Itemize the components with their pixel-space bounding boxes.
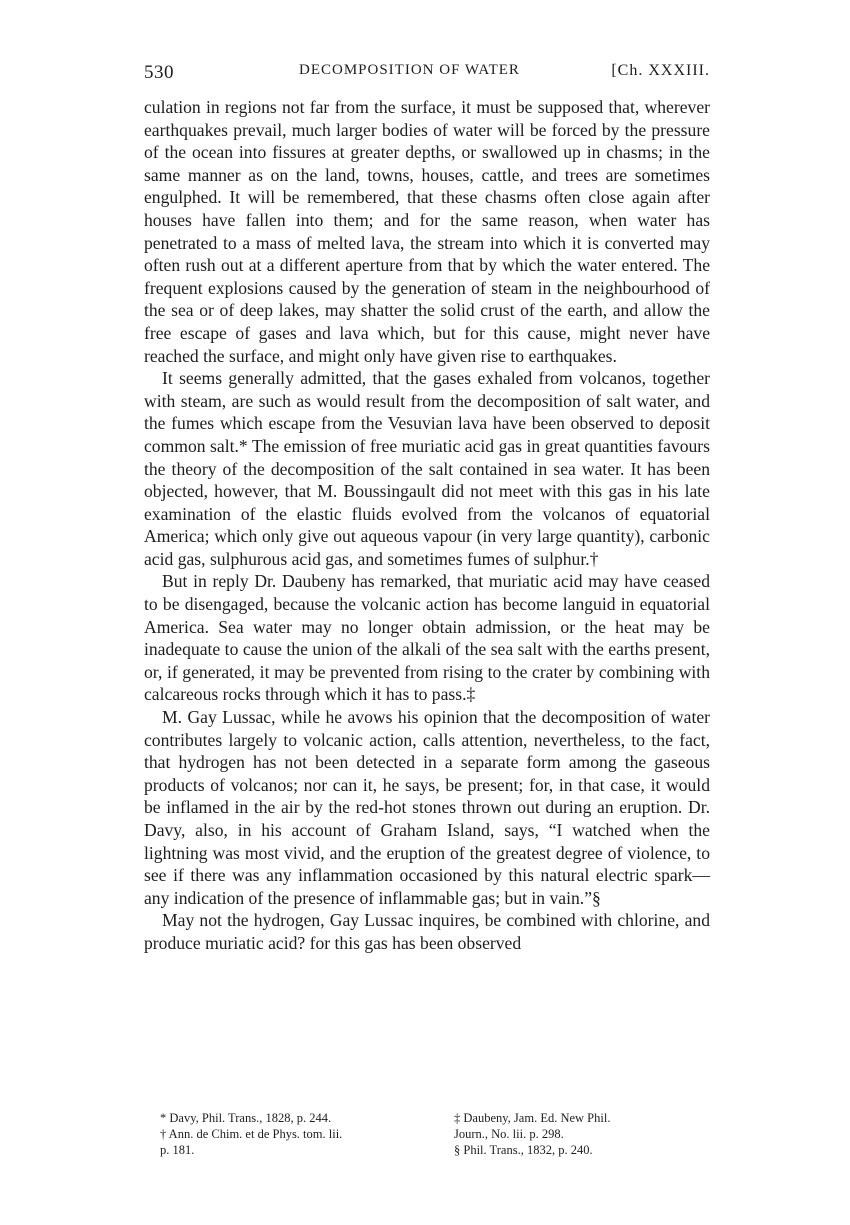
footnotes-right-column <box>454 1110 714 1158</box>
footnote-line: † Ann. de Chim. et de Phys. tom. lii. <box>160 1127 343 1141</box>
footnote-line: § Phil. Trans., 1832, p. 240. <box>454 1143 593 1157</box>
footnote-line: Journ., No. lii. p. 298. <box>454 1127 564 1141</box>
paragraph: M. Gay Lussac, while he avows his opinion that the decomposition of water contributes largely to volcanic action, calls attention, nevertheless, to the fact, that hydrogen has not been detected in a separate form among the gaseous products of volcanos; nor can it, he says, be present; for, in that case, it would be inflamed in the air by the red-hot stones thrown out during an eruption. Dr. Davy, also, in his account of Graham Island, says, “I watched when the lightning was most vivid, and the eruption of the greatest degree of violence, to see if there was any inflammation occasioned by this natural electric spark—any indication of the presence of inflammable gas; but in vain.”§ <box>144 707 710 908</box>
paragraph: But in reply Dr. Daubeny has remarked, that muriatic acid may have ceased to be disengaged, because the volcanic action has become languid in equatorial America. Sea water may no longer obtain admission, or the heat may be inadequate to cause the union of the alkali of the sea salt with the earths present, or, if generated, it may be prevented from rising to the crater by combining with calcareous rocks through which it has to pass.‡ <box>144 571 710 705</box>
running-header <box>144 62 710 96</box>
paragraph: culation in regions not far from the surface, it must be supposed that, wherever earthquakes prevail, much larger bodies of water will be forced by the pressure of the ocean into fissures at greater depths, or swallowed up in chasms; in the same manner as on the land, towns, houses, cattle, and trees are sometimes engulphed. It will be remembered, that these chasms often close again after houses have fallen into them; and for the same reason, when water has penetrated to a mass of melted lava, the stream into which it is converted may often rush out at a different aperture from that by which the water entered. The frequent explosions caused by the generation of steam in the neighbourhood of the sea or of deep lakes, may shatter the solid crust of the earth, and allow the free escape of gases and lava which, but for this cause, might never have reached the surface, and might only have given rise to earthquakes. <box>144 97 710 366</box>
running-title: DECOMPOSITION OF WATER <box>299 62 520 78</box>
footnote-line: p. 181. <box>160 1143 195 1157</box>
footnote-line: ‡ Daubeny, Jam. Ed. New Phil. <box>454 1111 611 1125</box>
page <box>144 62 710 955</box>
page-number: 530 <box>144 62 174 83</box>
footnote-line: * Davy, Phil. Trans., 1828, p. 244. <box>160 1111 332 1125</box>
footnotes-left-column <box>160 1110 450 1158</box>
paragraph: It seems generally admitted, that the gases exhaled from volcanos, together with steam, are such as would result from the decomposition of salt water, and the fumes which escape from the Vesuvian lava have been observed to deposit common salt.* The emission of free muriatic acid gas in great quantities favours the theory of the decomposition of the salt contained in sea water. It has been objected, however, that M. Boussingault did not meet with this gas in his late examination of the elastic fluids evolved from the volcanos of equatorial America; which only give out aqueous vapour (in very large quantity), carbonic acid gas, sulphurous acid gas, and sometimes fumes of sulphur.† <box>144 368 710 569</box>
chapter-label: [Ch. XXXIII. <box>611 62 710 79</box>
body-text <box>144 96 710 955</box>
paragraph: May not the hydrogen, Gay Lussac inquires, be combined with chlorine, and produce muriatic acid? for this gas has been observed <box>144 910 710 953</box>
